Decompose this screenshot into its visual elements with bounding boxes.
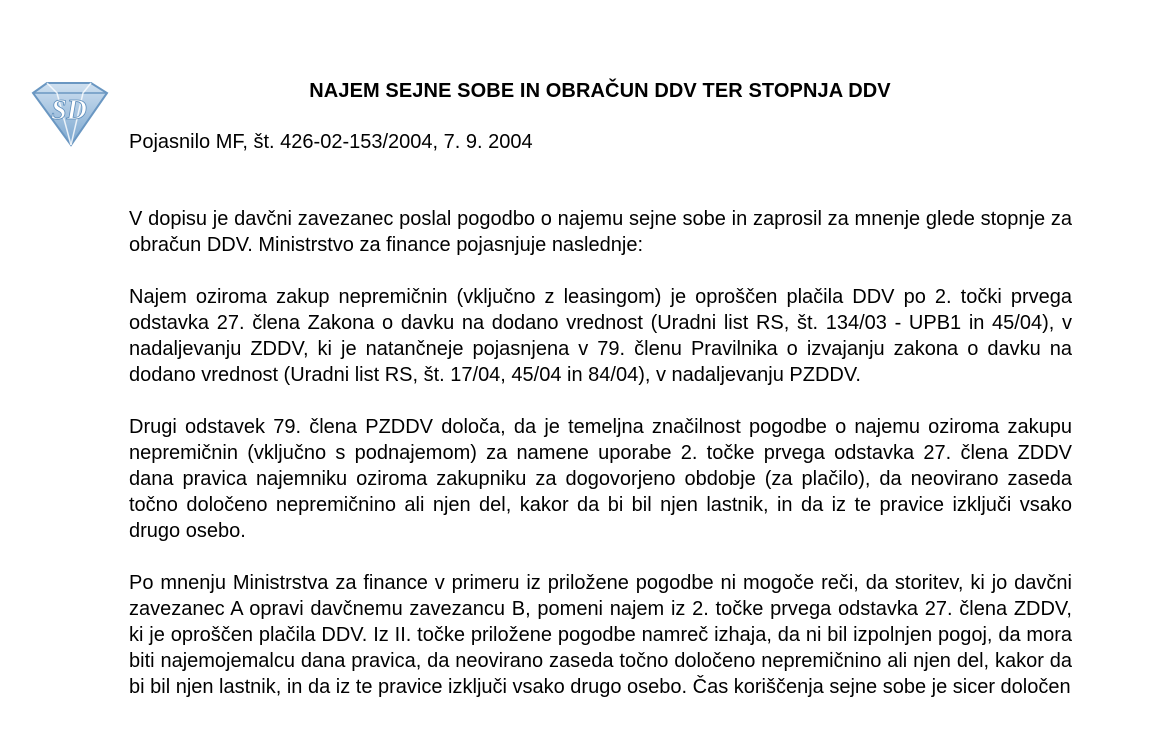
paragraph-legal-basis: Najem oziroma zakup nepremičnin (vključno z leasingom) je oproščen plačila DDV po 2. točki prvega odstavka 27. člena Zakona o davku na dodano vrednost (Uradni list RS, št. 134/03 - UPB1 in 45/04), v nadaljevanju ZDDV, ki je natančneje pojasnjena v 79. členu Pravilnika o izvajanju zakona o davku na dodano vrednost (Uradni list RS, št. 17/04, 45/04 in 84/04), v nadaljevanju PZDDV.: [129, 286, 1072, 386]
page-title: NAJEM SEJNE SOBE IN OBRAČUN DDV TER STOPNJA DDV: [309, 80, 891, 102]
paragraph-opinion: Po mnenju Ministrstva za finance v primeru iz priložene pogodbe ni mogoče reči, da storitev, ki jo davčni zavezanec A opravi davčnemu zavezancu B, pomeni najem iz 2. točke prvega odstavka 27. člena ZDDV, ki je oproščen plačila DDV. Iz II. točke priložene pogodbe namreč izhaja, da ni bil izpolnjen pogoj, da mora biti najemojemalcu dana pravica, da neovirano zaseda točno določeno nepremičnino ali njen del, kakor da bi bil njen lastnik, in da iz te pravice izključi vsako drugo osebo. Čas koriščenja sejne sobe je sicer določen: [129, 572, 1072, 698]
document-body: [129, 206, 1072, 726]
paragraph-definition: Drugi odstavek 79. člena PZDDV določa, da je temeljna značilnost pogodbe o najemu oziroma zakupu nepremičnin (vključno s podnajemom) za namene uporabe 2. točke prvega odstavka 27. člena ZDDV dana pravica najemniku oziroma zakupniku za dogovorjeno obdobje (za plačilo), da neovirano zaseda točno določeno nepremičnino ali njen del, kakor da bi bil njen lastnik, in da iz te pravice izključi vsako drugo osebo.: [129, 416, 1072, 542]
logo-text: SD: [51, 95, 87, 126]
paragraph-intro: V dopisu je davčni zavezanec poslal pogodbo o najemu sejne sobe in zaprosil za mnenje glede stopnje za obračun DDV. Ministrstvo za finance pojasnjuje naslednje:: [129, 208, 1072, 256]
document-reference: Pojasnilo MF, št. 426-02-153/2004, 7. 9. 2004: [129, 131, 533, 153]
